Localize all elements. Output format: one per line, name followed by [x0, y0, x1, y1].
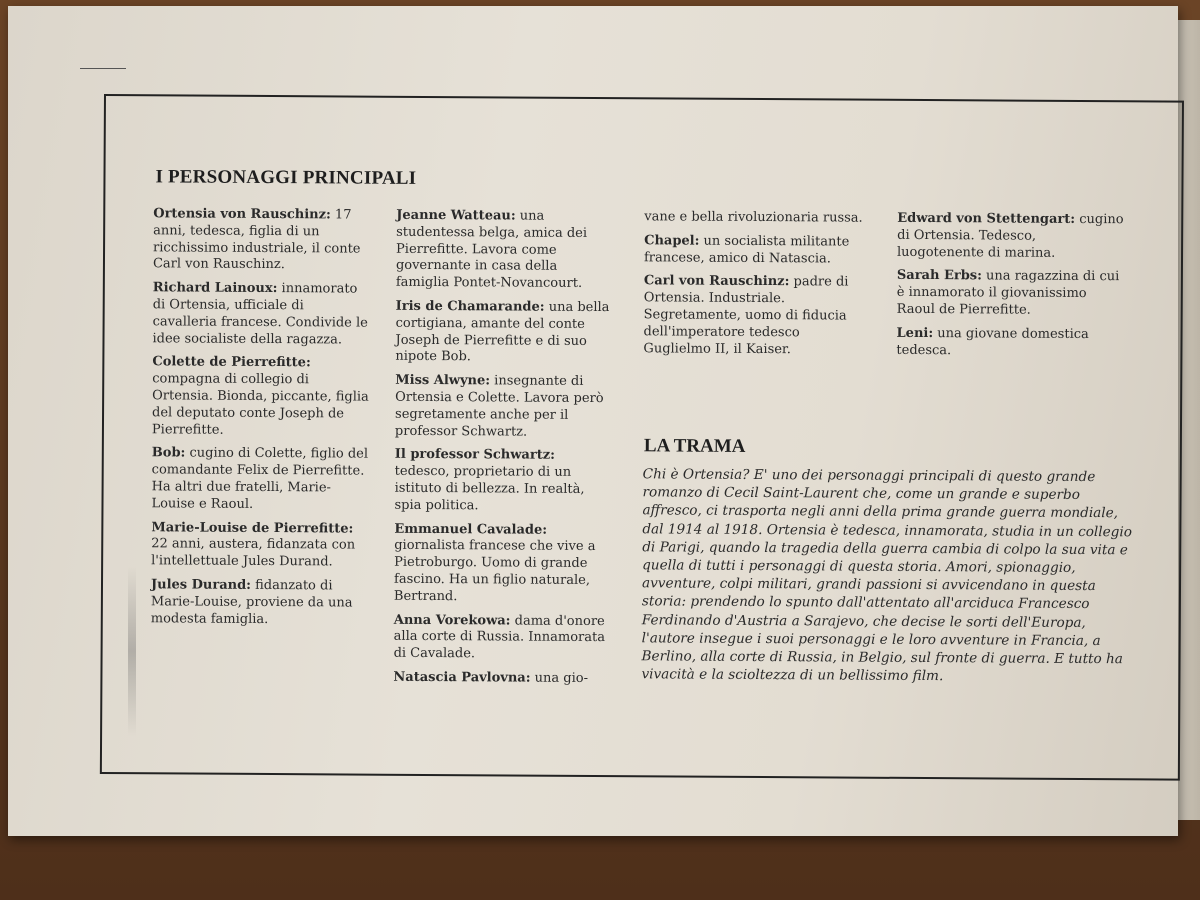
character-name: Emmanuel Cavalade: — [394, 521, 548, 538]
character-desc: vane e bella rivoluzionaria russa. — [644, 209, 863, 226]
character-desc: fidanzato di Marie-Louise, proviene da una modesta famiglia. — [150, 577, 353, 627]
character-name: Colette de Pierrefitte: — [152, 354, 311, 371]
character-desc: giornalista francese che vive a Pietroburgo. Uomo di grande fascino. Ha un figlio naturale, Bertrand. — [393, 538, 596, 604]
character-desc: un socialista militante francese, amico di Natascia. — [643, 233, 850, 267]
section-heading-personaggi: I PERSONAGGI PRINCIPALI — [155, 166, 417, 189]
character-entry — [153, 206, 371, 275]
character-entry — [896, 326, 1124, 361]
character-entry — [644, 233, 869, 268]
character-name: Natascia Pavlovna: — [393, 669, 531, 686]
character-desc: insegnante di Ortensia e Colette. Lavora però segretamente anche per il professor Schwartz. — [394, 373, 604, 440]
character-name: Jules Durand: — [150, 577, 252, 593]
character-desc: tedesco, proprietario di un istituto di bellezza. In realtà, spia politica. — [394, 463, 585, 514]
character-name: Bob: — [151, 445, 186, 461]
character-desc: innamorato di Ortensia, ufficiale di cavalleria francese. Condivide le idee socialiste della ragazza. — [152, 281, 368, 348]
character-entry — [644, 209, 869, 227]
characters-column-3 — [643, 209, 869, 366]
character-name: Jeanne Watteau: — [396, 207, 516, 224]
character-name: Carl von Rauschinz: — [643, 273, 790, 290]
character-entry — [152, 355, 371, 440]
character-desc: una studentessa belga, amica dei Pierrefitte. Lavora come governante in casa della famiglia Pontet-Novancourt. — [395, 208, 588, 292]
character-name: Miss Alwyne: — [395, 372, 491, 389]
character-desc: compagna di collegio di Ortensia. Bionda, piccante, figlia del deputato conte Joseph de Pierrefitte. — [151, 371, 369, 438]
character-entry — [395, 373, 613, 442]
character-name: Edward von Stettengart: — [897, 210, 1076, 227]
character-desc: una giovane domestica tedesca. — [896, 325, 1089, 358]
characters-column-4 — [896, 211, 1125, 368]
character-entry — [897, 211, 1125, 263]
character-name: Leni: — [896, 325, 934, 341]
character-desc: cugino di Colette, figlio del comandante Felix de Pierrefitte. Ha altri due fratelli, Marie-Louise e Raoul. — [151, 445, 369, 512]
character-desc: 22 anni, austera, fidanzata con l'intellettuale Jules Durand. — [151, 536, 356, 570]
character-entry — [394, 612, 612, 664]
characters-column-2 — [393, 208, 614, 695]
trama-paragraph: Chi è Ortensia? E' uno dei personaggi principali di questo grande romanzo di Cecil Saint-Laurent che, come un grande e superbo affresco, ci trasporta negli anni della prima grande guerra mondiale, dal 1914 al 1918. Ortensia è tedesca, innamorata, studia in un collegio di Parigi, quando la tragedia della guerra cambia di colpo la sua vita e quella di tutti i personaggi di questa storia. Amori, spionaggio, avventure, colpi militari, grandi passioni si avvicendano in questa storia: prendendo lo spunto dall'attentato all'arciduca Francesco Ferdinando d'Austria a Sarajevo, che decise le sorti dell'Europa, l'autore insegue i suoi personaggi e le loro avventure in Francia, a Berlino, alla corte di Russia, in Belgio, sul fronte di guerra. E tutto ha vivacità e la scioltezza di un bellissimo film. — [641, 466, 1132, 685]
character-entry — [151, 446, 369, 515]
character-entry — [151, 520, 369, 572]
character-entry — [394, 447, 612, 516]
character-desc: padre di Ortensia. Industriale. Segretamente, uomo di fiducia dell'imperatore tedesco Guglielmo II, il Kaiser. — [643, 274, 849, 357]
character-name: Il professor Schwartz: — [394, 447, 555, 464]
magazine-page — [8, 6, 1178, 836]
character-desc: 17 anni, tedesca, figlia di un ricchissimo industriale, il conte Carl von Rauschinz. — [152, 207, 361, 273]
character-entry — [897, 268, 1125, 320]
character-name: Marie-Louise de Pierrefitte: — [151, 519, 354, 537]
character-desc: cugino di Ortensia. Tedesco, luogotenente di marina. — [897, 211, 1124, 261]
character-entry — [151, 577, 369, 629]
corner-mark — [80, 68, 126, 69]
character-desc: una bella cortigiana, amante del conte Joseph de Pierrefitte e di suo nipote Bob. — [395, 299, 610, 365]
character-name: Chapel: — [644, 233, 700, 249]
section-heading-trama: LA TRAMA — [643, 435, 746, 457]
character-name: Ortensia von Rauschinz: — [153, 206, 331, 223]
character-entry — [393, 670, 611, 688]
character-name: Sarah Erbs: — [896, 268, 982, 284]
character-entry — [643, 274, 869, 359]
character-entry — [396, 208, 615, 293]
character-name: Iris de Chamarande: — [395, 298, 545, 315]
character-entry — [394, 521, 613, 606]
character-desc: una ragazzina di cui è innamorato il giovanissimo Raoul de Pierrefitte. — [896, 268, 1120, 318]
character-name: Richard Lainoux: — [152, 280, 278, 297]
character-name: Anna Vorekowa: — [393, 612, 511, 629]
character-entry — [152, 280, 370, 349]
content-frame — [100, 94, 1184, 781]
character-entry — [395, 299, 613, 368]
character-desc: dama d'onore alla corte di Russia. Innamorata di Cavalade. — [393, 613, 606, 662]
character-desc: una gio- — [534, 670, 589, 686]
characters-column-1 — [151, 206, 372, 636]
